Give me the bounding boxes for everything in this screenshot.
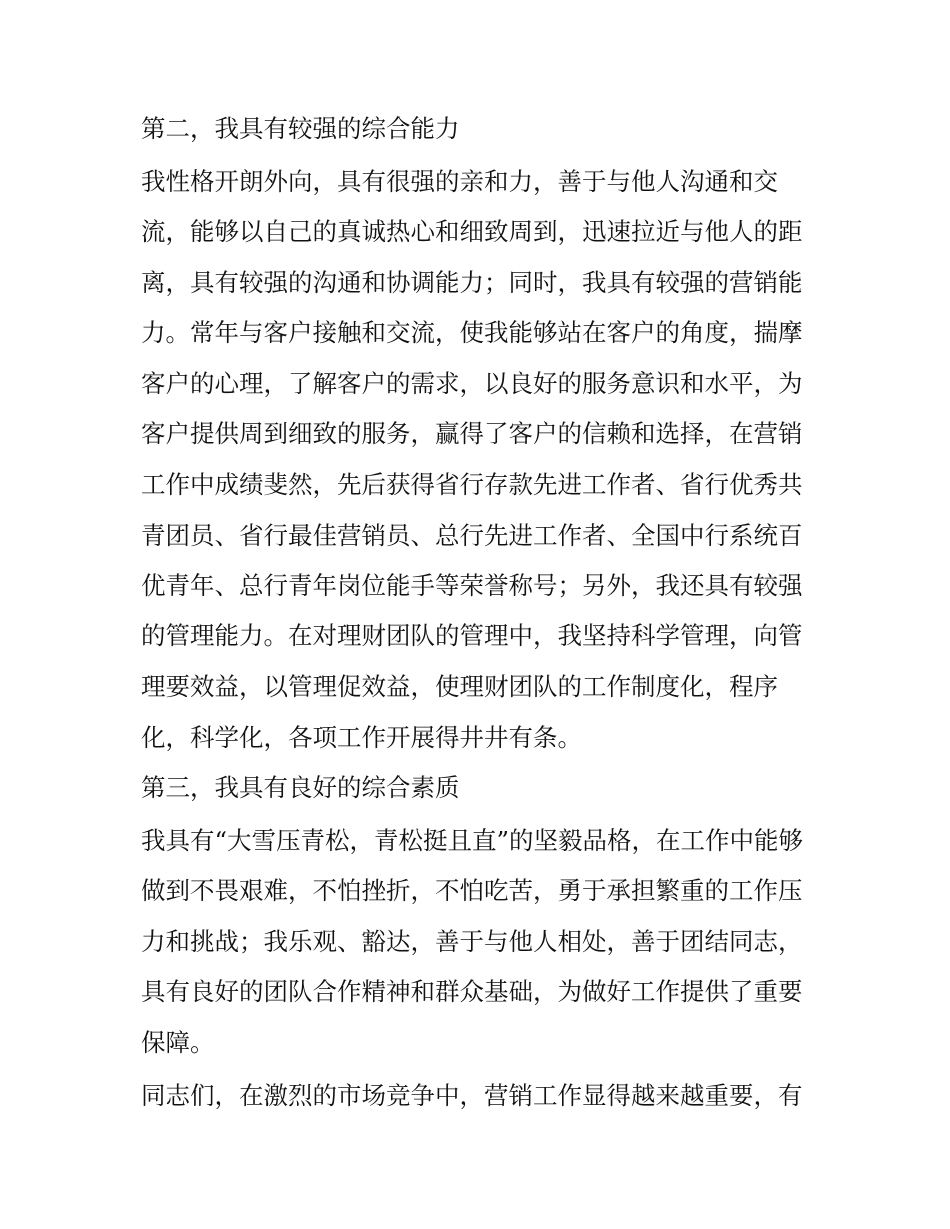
paragraph-line: 我性格开朗外向，具有很强的亲和力，善于与他人沟通和交 <box>141 167 778 196</box>
paragraph-line: 我具有“大雪压青松，青松挺且直”的坚毅品格，在工作中能够 <box>141 826 804 855</box>
section-heading-second: 第二，我具有较强的综合能力 <box>141 114 460 143</box>
paragraph-line: 保障。 <box>141 1028 215 1057</box>
paragraph-line: 流，能够以自己的真诚热心和细致周到，迅速拉近与他人的距 <box>141 217 803 246</box>
paragraph-line: 的管理能力。在对理财团队的管理中，我坚持科学管理，向管 <box>141 621 803 650</box>
paragraph-line: 理要效益，以管理促效益，使理财团队的工作制度化，程序 <box>141 672 778 701</box>
paragraph-line: 同志们，在激烈的市场竞争中，营销工作显得越来越重要，有 <box>141 1081 803 1110</box>
paragraph-line: 客户提供周到细致的服务，赢得了客户的信赖和选择，在营销 <box>141 419 803 448</box>
paragraph-line: 青团员、省行最佳营销员、总行先进工作者、全国中行系统百 <box>141 521 803 550</box>
paragraph-line: 具有良好的团队合作精神和群众基础，为做好工作提供了重要 <box>141 977 803 1006</box>
paragraph-line: 做到不畏艰难，不怕挫折，不怕吃苦，勇于承担繁重的工作压 <box>141 876 803 905</box>
paragraph-line: 力。常年与客户接触和交流，使我能够站在客户的角度，揣摩 <box>141 318 803 347</box>
paragraph-line: 工作中成绩斐然，先后获得省行存款先进工作者、省行优秀共 <box>141 470 803 499</box>
paragraph-line: 优青年、总行青年岗位能手等荣誉称号；另外，我还具有较强 <box>141 571 803 600</box>
paragraph-line: 力和挑战；我乐观、豁达，善于与他人相处，善于团结同志， <box>141 927 803 956</box>
section-heading-third: 第三，我具有良好的综合素质 <box>141 773 460 802</box>
paragraph-line: 离，具有较强的沟通和协调能力；同时，我具有较强的营销能 <box>141 268 803 297</box>
paragraph-line: 化，科学化，各项工作开展得井井有条。 <box>141 723 582 752</box>
paragraph-line: 客户的心理，了解客户的需求，以良好的服务意识和水平，为 <box>141 369 803 398</box>
